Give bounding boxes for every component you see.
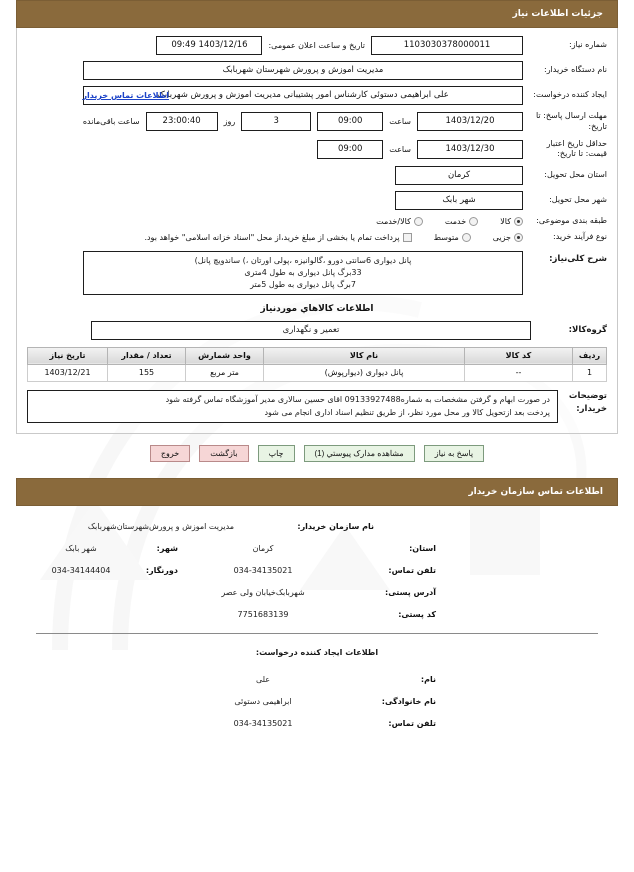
col-code: کد کالا: [465, 347, 573, 364]
items-table: [27, 347, 607, 382]
respond-to-need-button[interactable]: پاسخ به نیاز: [424, 445, 484, 462]
payment-checkbox-label: پرداخت تمام یا بخشی از مبلغ خرید،از محل "اسناد خزانه اسلامی" خواهد بود.: [144, 232, 400, 242]
row-requester-first-name: [36, 675, 598, 684]
cell-name: پانل دیواری (دیوارپوش): [264, 364, 465, 381]
reply-deadline-label: مهلت ارسال پاسخ: تا تاریخ:: [535, 111, 607, 131]
category-option-goods[interactable]: [500, 217, 523, 226]
radio-icon-service[interactable]: [469, 217, 478, 226]
announce-datetime-value: 1403/12/16 09:49: [156, 36, 262, 55]
buyer-note-line-1: در صورت ابهام و گرفتن مشخصات به شماره09133927488 اقای حسین سالاری مدیر آموزشگاه تماس گرفته شود: [165, 394, 550, 404]
row-contact-phone-fax: [36, 566, 598, 575]
summary-label: شرح کلی‌نیاز:: [549, 253, 607, 264]
row-province: [27, 166, 607, 185]
summary-box: [83, 251, 523, 295]
category-option-service[interactable]: [445, 217, 478, 226]
purchase-type-label: نوع فرآیند خرید:: [553, 231, 607, 241]
buyer-note-label-line2: خریدار:: [576, 403, 607, 414]
cell-unit: متر مربع: [186, 364, 264, 381]
price-validity-hour-label: ساعت: [389, 144, 411, 154]
row-category: [27, 216, 607, 227]
contact-phone-label: تلفن تماس:: [388, 566, 436, 576]
row-reply-deadline: [27, 111, 607, 133]
contact-city-label: شهر:: [156, 544, 178, 554]
purchase-type-option-minor-label: جزیی: [492, 232, 511, 242]
requester-value: علی ابراهیمی دستوئی کارشناس امور پشتیبانی مدیریت اموزش و پرورش شهربابک: [83, 86, 523, 105]
contact-province-value: کرمان: [252, 544, 274, 554]
purchase-type-option-medium-label: متوسط: [433, 232, 459, 242]
category-option-both[interactable]: [376, 217, 423, 226]
summary-line-3: 7برگ پانل دیواری به طول 5متر: [250, 279, 356, 289]
requester-phone-label: تلفن تماس:: [388, 719, 436, 729]
cell-need-date: 1403/12/21: [28, 364, 108, 381]
view-attachments-button[interactable]: مشاهده مدارک پیوستي (1): [304, 445, 415, 462]
contact-address-label: آدرس پستی:: [385, 588, 436, 598]
buyer-org-label: نام دستگاه خریدار:: [544, 65, 607, 75]
row-city: [27, 191, 607, 210]
requester-first-name-label: نام:: [420, 675, 436, 685]
row-contact-postcode: [36, 610, 598, 619]
col-row: ردیف: [573, 347, 607, 364]
contact-address-value: شهربابک‌خیابان ولی عصر: [221, 588, 305, 598]
cell-row: 1: [573, 364, 607, 381]
requester-info-title: اطلاعات ایجاد کننده درخواست:: [255, 648, 379, 658]
col-need-date: تاریخ نیاز: [28, 347, 108, 364]
buyer-note-box: [27, 390, 558, 424]
purchase-type-option-minor[interactable]: [493, 233, 523, 242]
contact-org-value: مدیریت اموزش و پرورش‌شهرستان‌شهربابک: [87, 522, 235, 532]
province-label: استان محل تحویل:: [544, 170, 607, 180]
remaining-time-value: 23:00:40: [146, 112, 218, 131]
buyer-org-value: مدیریت اموزش و پرورش شهرستان شهربابک: [83, 61, 523, 80]
buyer-note-label-line1: توضیحات: [568, 390, 607, 401]
requester-first-name-value: علی: [255, 675, 271, 685]
announce-datetime-label: تاریخ و ساعت اعلان عمومی:: [268, 41, 365, 50]
print-button[interactable]: چاپ: [258, 445, 295, 462]
contact-province-label: استان:: [409, 544, 436, 554]
category-option-both-label: کالا/خدمت: [376, 217, 411, 227]
back-button[interactable]: بازگشت: [199, 445, 248, 462]
action-buttons: [16, 445, 618, 462]
checkbox-icon-payment[interactable]: [403, 233, 412, 242]
buyer-note-line-2: پردخت بعد از‌تحویل کالا ور محل مورد نظر، از طریق تنظیم اسناد اداری انجام می شود: [264, 407, 550, 417]
row-contact-org: [36, 522, 598, 531]
requester-phone-value: 034-34135021: [233, 719, 293, 729]
table-row[interactable]: [28, 364, 607, 381]
goods-group-label: گروه‌کالا:: [568, 325, 607, 336]
row-contact-province-city: [36, 544, 598, 553]
exit-button[interactable]: خروج: [150, 445, 190, 462]
requester-last-name-value: ابراهیمی دستوئی: [234, 697, 292, 707]
buyer-contact-header: اطلاعات تماس سازمان خریدار: [16, 478, 618, 506]
row-buyer-org: [27, 61, 607, 80]
col-qty: تعداد / مقدار: [108, 347, 186, 364]
category-option-goods-label: کالا: [500, 217, 511, 227]
row-goods-group: [27, 321, 607, 340]
cell-code: --: [465, 364, 573, 381]
radio-icon-goods[interactable]: [514, 217, 523, 226]
need-details-panel: [16, 28, 618, 434]
row-buyer-note: [27, 390, 607, 424]
goods-group-value: تعمیر و نگهداری: [91, 321, 531, 340]
category-option-service-label: خدمت: [444, 217, 467, 227]
buyer-note-label: [563, 390, 607, 424]
radio-icon-both[interactable]: [414, 217, 423, 226]
reply-deadline-hour: 09:00: [317, 112, 383, 131]
city-value: شهر بابک: [395, 191, 523, 210]
contact-phone-value: 034-34135021: [233, 566, 293, 576]
items-table-header-row: [28, 347, 607, 364]
remaining-days-value: 3: [241, 112, 311, 131]
price-validity-label: حداقل تاریخ اعتبار قیمت: تا تاریخ:: [546, 138, 607, 159]
row-summary: [27, 251, 607, 295]
reply-deadline-date: 1403/12/20: [417, 112, 523, 131]
cell-qty: 155: [108, 364, 186, 381]
row-need-number: [27, 36, 607, 55]
contact-postcode-label: کد پستی:: [398, 610, 436, 620]
category-label: طبقه بندی موضوعی:: [536, 216, 607, 226]
price-validity-hour: 09:00: [317, 140, 383, 159]
radio-icon-medium[interactable]: [462, 233, 471, 242]
buyer-contact-body: [16, 506, 618, 728]
requester-label: ایجاد کننده درخواست:: [533, 90, 607, 100]
price-validity-date: 1403/12/30: [417, 140, 523, 159]
contact-fax-value: 034-34144404: [51, 566, 111, 576]
contact-city-value: شهر بابک: [65, 544, 97, 554]
remaining-days-unit: روز: [223, 117, 236, 127]
summary-line-1: پانل دیواری 6سانتی دورو ،گالوانیزه ،پولی اورتان ،) ساندویچ پانل): [194, 255, 412, 265]
summary-line-2: 33برگ پانل دیواری به طول 4متری: [244, 267, 362, 277]
contact-postcode-value: 7751683139: [237, 610, 289, 620]
need-details-header: جزئیات اطلاعات نیاز: [16, 0, 618, 28]
row-contact-address: [36, 588, 598, 597]
col-unit: واحد شمارش: [186, 347, 264, 364]
city-label: شهر محل تحویل:: [549, 195, 607, 205]
need-number-label: شماره نیاز:: [569, 40, 607, 50]
purchase-type-option-medium[interactable]: [434, 233, 471, 242]
province-value: کرمان: [395, 166, 523, 185]
row-requester-phone: [36, 719, 598, 728]
row-purchase-type: [27, 232, 607, 243]
contact-fax-label: دورنگار:: [145, 566, 178, 576]
remaining-time-label: ساعت باقی‌مانده: [82, 117, 140, 127]
buyer-contact-section: [16, 478, 618, 728]
goods-info-title: اطلاعات کالاهاي موردنیاز: [260, 303, 374, 314]
radio-icon-minor[interactable]: [514, 233, 523, 242]
row-requester-last-name: [36, 697, 598, 706]
need-number-value: 1103030378000011: [371, 36, 523, 55]
reply-deadline-hour-label: ساعت: [389, 117, 411, 127]
contact-org-label: نام سازمان خریدار:: [297, 522, 374, 532]
contact-divider: [36, 633, 598, 634]
requester-last-name-label: نام خانوادگی:: [381, 697, 436, 707]
buyer-contact-link[interactable]: اطلاعات تماس خریدار: [82, 91, 169, 100]
payment-checkbox-group[interactable]: [144, 233, 411, 242]
col-name: نام کالا: [264, 347, 465, 364]
row-requester: [27, 86, 607, 105]
row-price-validity: [27, 139, 607, 161]
